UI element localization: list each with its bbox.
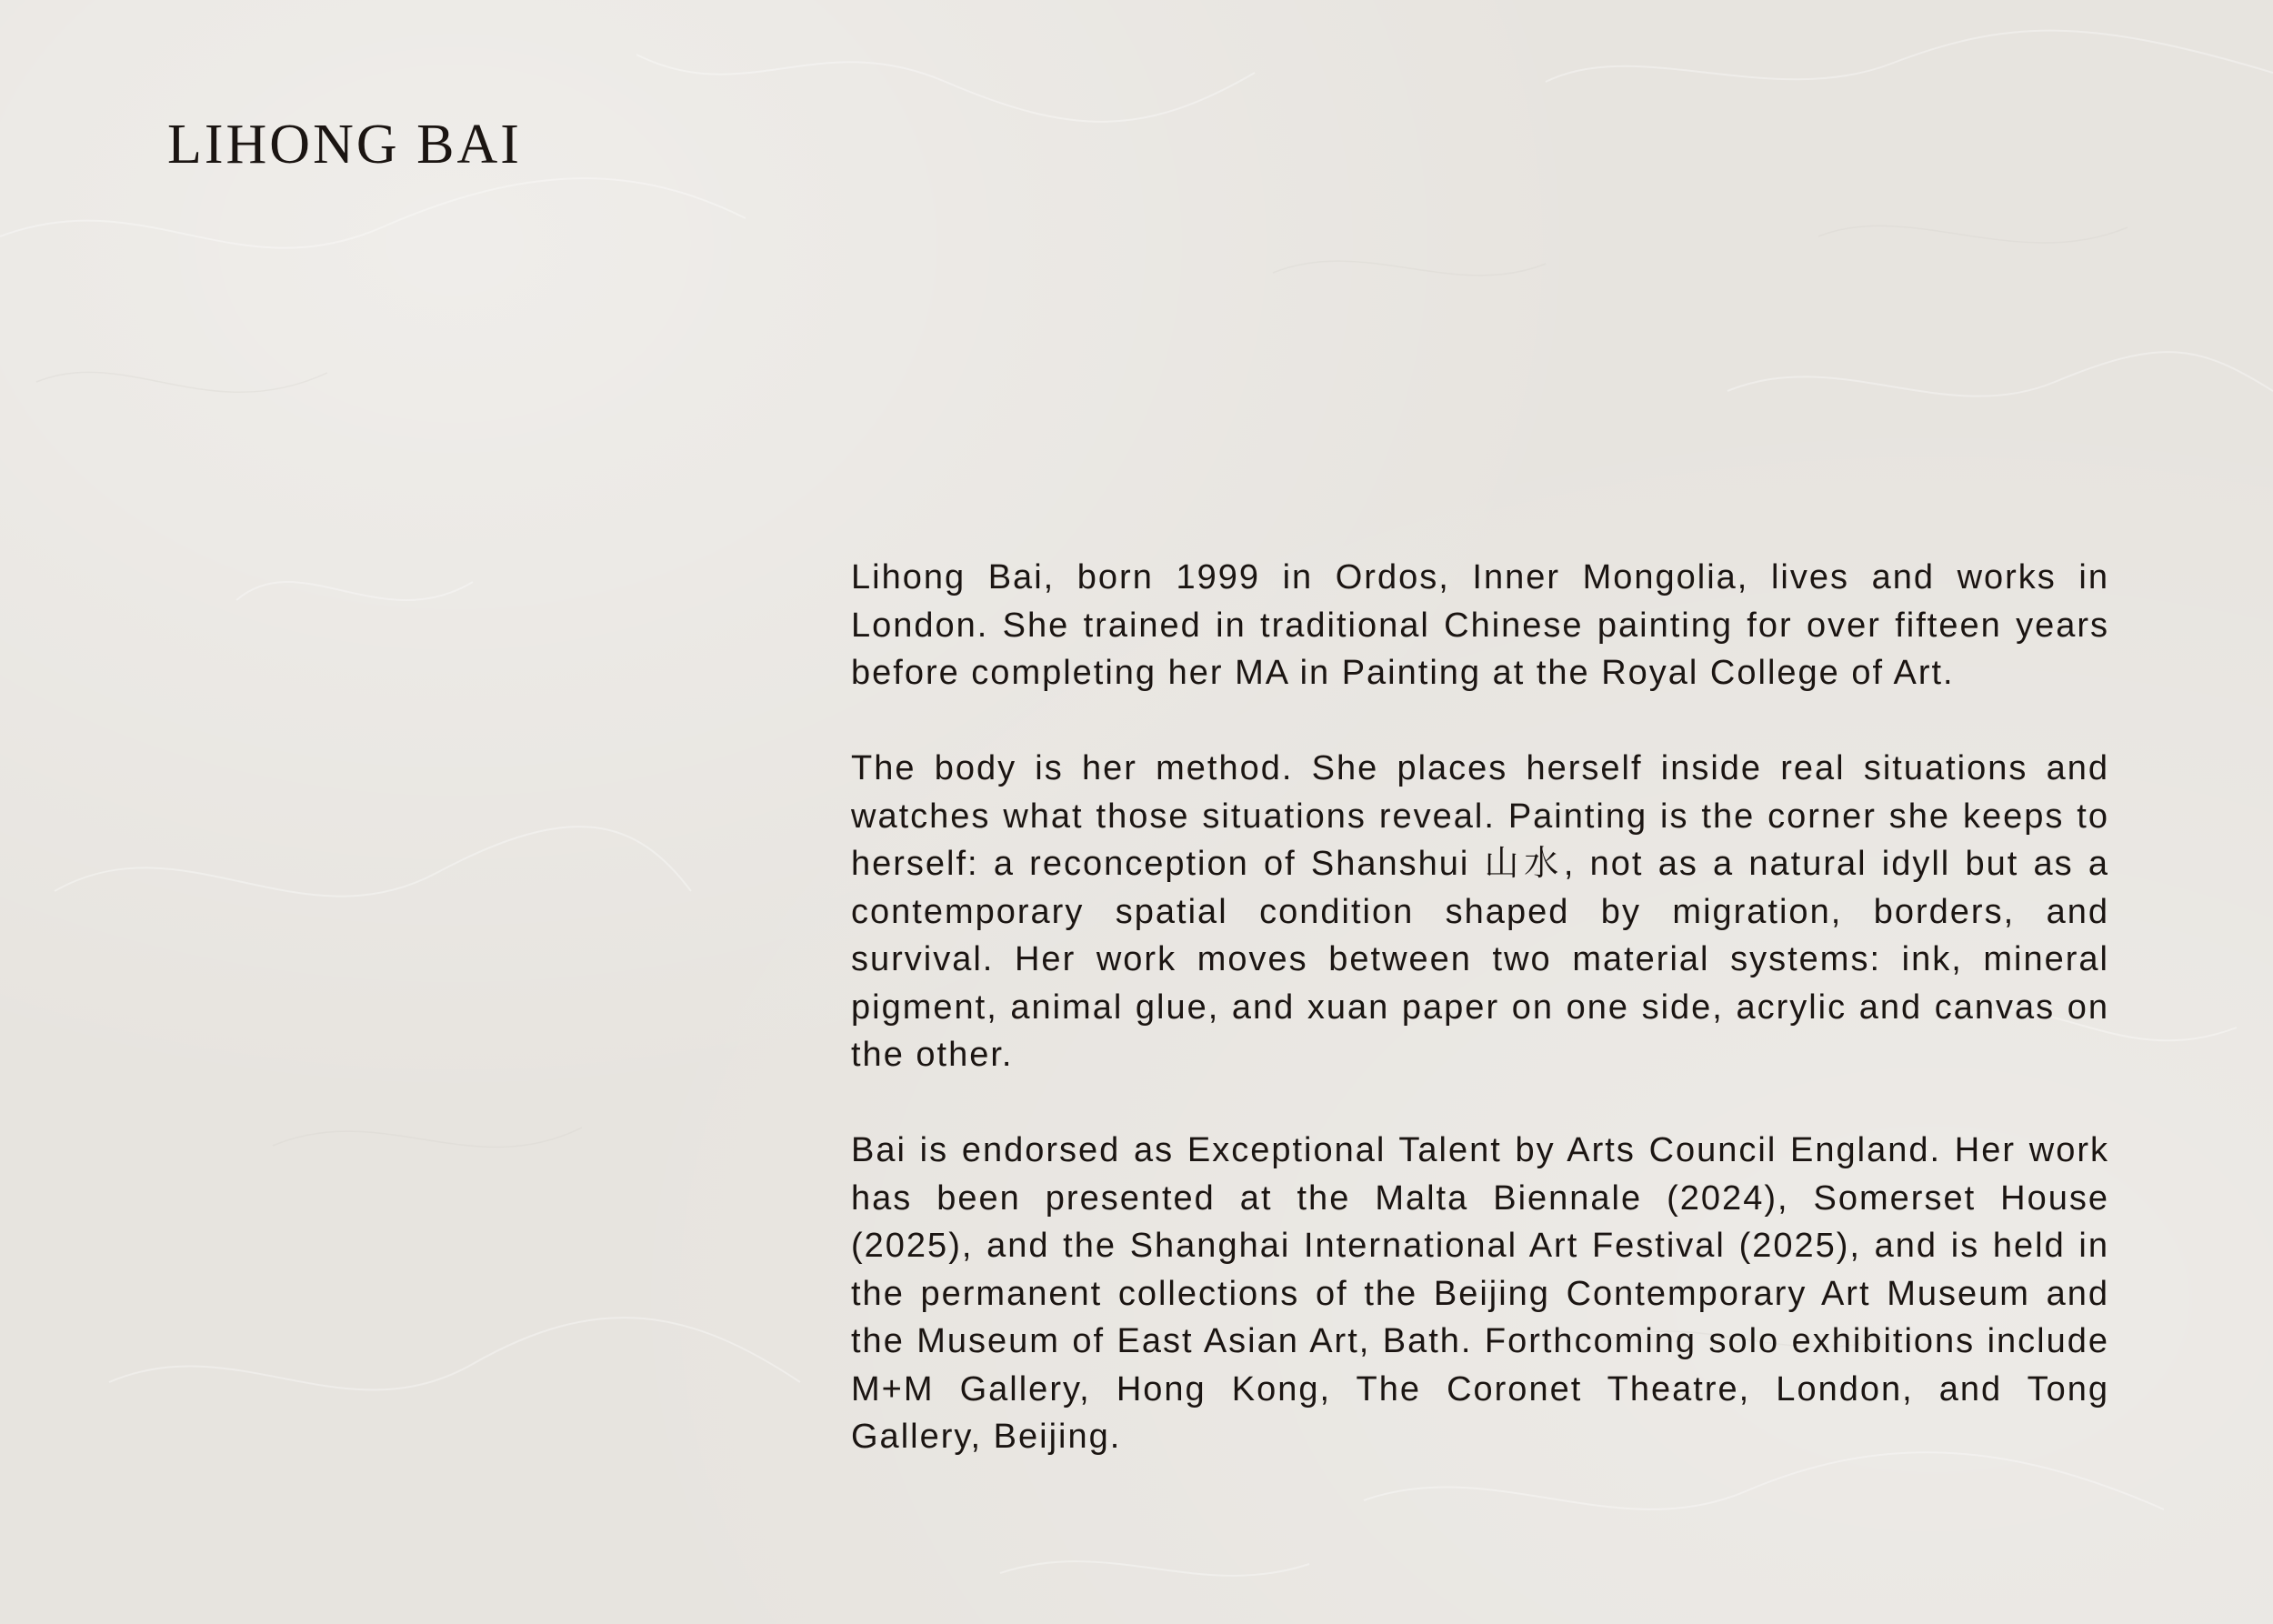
bio-paragraph-2: The body is her method. She places herself inside real situations and watches what those situations reveal. Painting is the corner she keeps to herself: a reconception of Shanshui 山水, not as a natural idyll but as a contemporary spatial condition shaped by migration, borders, and survival. Her work moves between two material systems: ink, mineral pigment, animal glue, and xuan paper on one side, acrylic and canvas on the other. xyxy=(851,749,2109,1074)
bio-paragraph-1: Lihong Bai, born 1999 in Ordos, Inner Mongolia, lives and works in London. She trained in traditional Chinese painting for over fifteen years before completing her MA in Painting at the Royal College of Art. xyxy=(851,558,2109,692)
artist-name-title: LIHONG BAI xyxy=(167,114,522,175)
artist-bio xyxy=(851,554,2109,1461)
bio-paragraph-3: Bai is endorsed as Exceptional Talent by Arts Council England. Her work has been presented at the Malta Biennale (2024), Somerset House (2025), and the Shanghai International Art Festival (2025), and is held in the permanent collections of the Beijing Contemporary Art Museum and the Museum of East Asian Art, Bath. Forthcoming solo exhibitions include M+M Gallery, Hong Kong, The Coronet Theatre, London, and Tong Gallery, Beijing. xyxy=(851,1131,2109,1456)
